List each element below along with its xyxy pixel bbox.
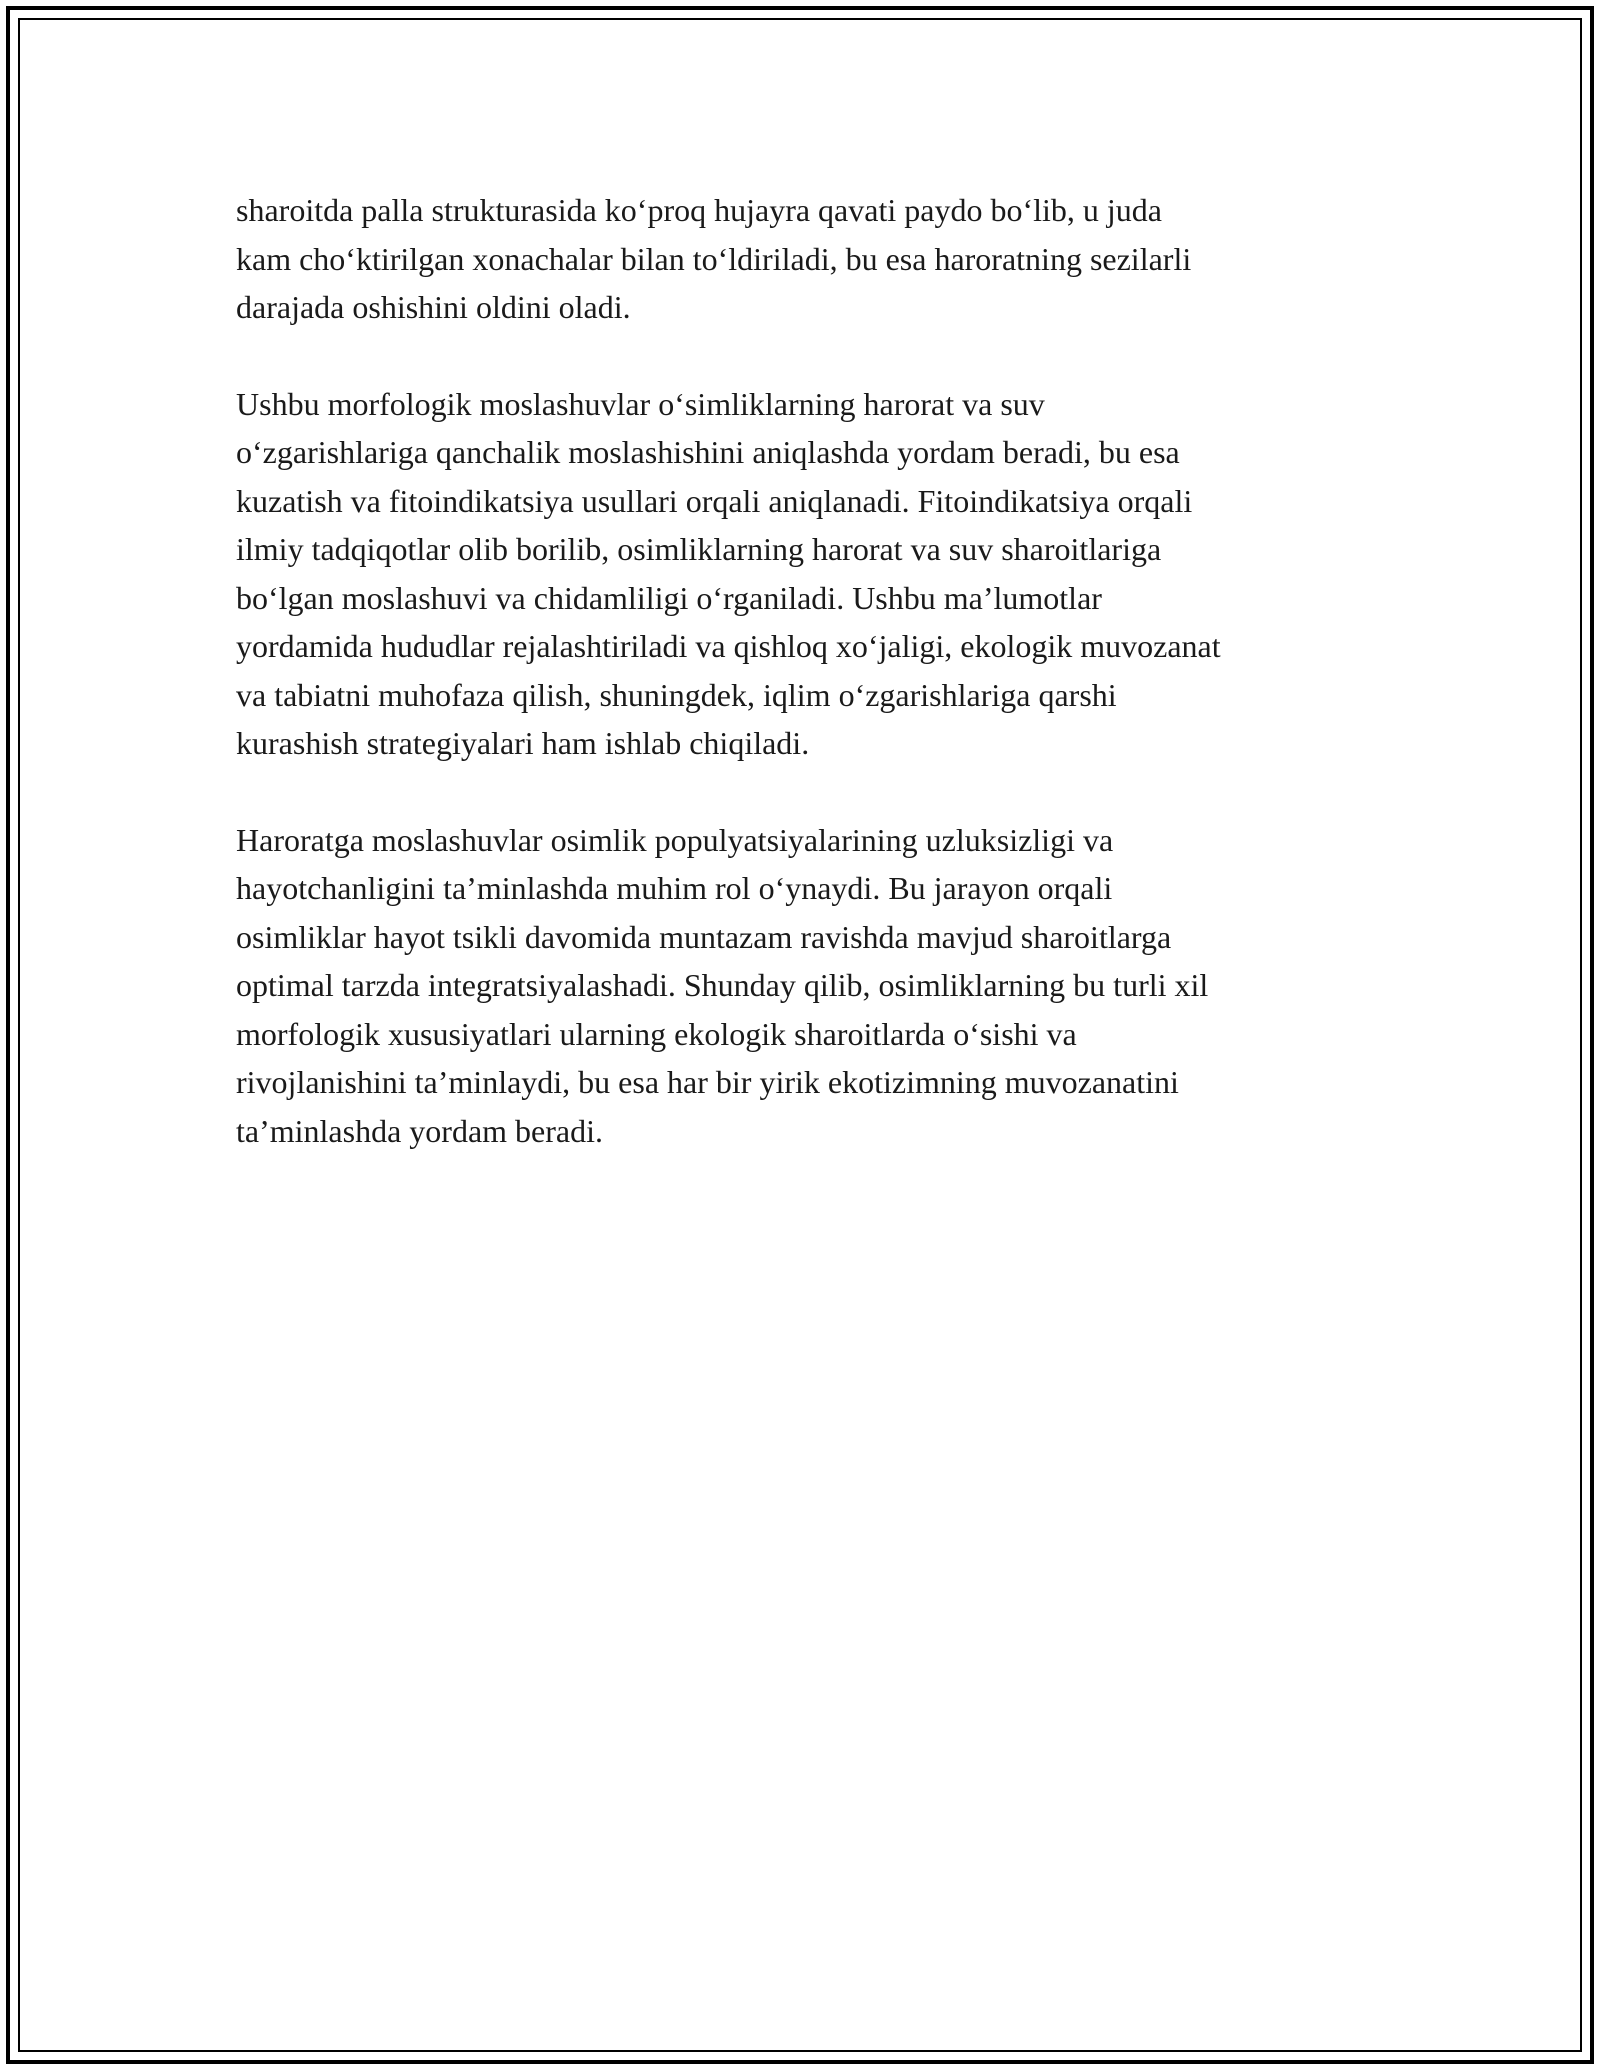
- text-line: Ushbu morfologik moslashuvlar o‘simliklarning harorat va suv: [236, 385, 1045, 422]
- text-line: ilmiy tadqiqotlar olib borilib, osimliklarning harorat va suv sharoitlariga: [236, 531, 1162, 567]
- text-line: yordamida hududlar rejalashtiriladi va qishloq xo‘jaligi, ekologik muvozanat: [236, 628, 1221, 664]
- text-line: darajada oshishini oldini oladi.: [236, 289, 631, 325]
- text-line: Haroratga moslashuvlar osimlik populyatsiyalarining uzluksizligi va: [236, 821, 1114, 858]
- text-line: kurashish strategiyalari ham ishlab chiqiladi.: [236, 725, 810, 761]
- paragraph-1: [236, 186, 1376, 332]
- text-line: optimal tarzda integratsiyalashadi. Shunday qilib, osimliklarning bu turli xil: [236, 967, 1209, 1003]
- text-line: hayotchanligini ta’minlashda muhim rol o‘ynaydi. Bu jarayon orqali: [236, 870, 1113, 906]
- text-line: kuzatish va fitoindikatsiya usullari orqali aniqlanadi. Fitoindikatsiya orqali: [236, 482, 1193, 519]
- text-line: kam cho‘ktirilgan xonachalar bilan to‘ldiriladi, bu esa haroratning sezilarli: [236, 240, 1192, 277]
- text-line: sharoitda palla strukturasida ko‘proq hujayra qavati paydo bo‘lib, u juda: [236, 192, 1162, 228]
- text-line: va tabiatni muhofaza qilish, shuningdek, iqlim o‘zgarishlariga qarshi: [236, 676, 1117, 713]
- document-body: [236, 186, 1376, 1203]
- text-line: o‘zgarishlariga qanchalik moslashishini aniqlashda yordam beradi, bu esa: [236, 434, 1180, 470]
- text-line: rivojlanishini ta’minlaydi, bu esa har bir yirik ekotizimning muvozanatini: [236, 1064, 1179, 1100]
- paragraph-3: [236, 816, 1376, 1156]
- text-line: ta’minlashda yordam beradi.: [236, 1112, 603, 1149]
- text-line: bo‘lgan moslashuvi va chidamliligi o‘rganiladi. Ushbu ma’lumotlar: [236, 579, 1102, 616]
- text-line: morfologik xususiyatlari ularning ekologik sharoitlarda o‘sishi va: [236, 1015, 1077, 1052]
- text-line: osimliklar hayot tsikli davomida muntazam ravishda mavjud sharoitlarga: [236, 918, 1172, 955]
- paragraph-2: [236, 380, 1376, 768]
